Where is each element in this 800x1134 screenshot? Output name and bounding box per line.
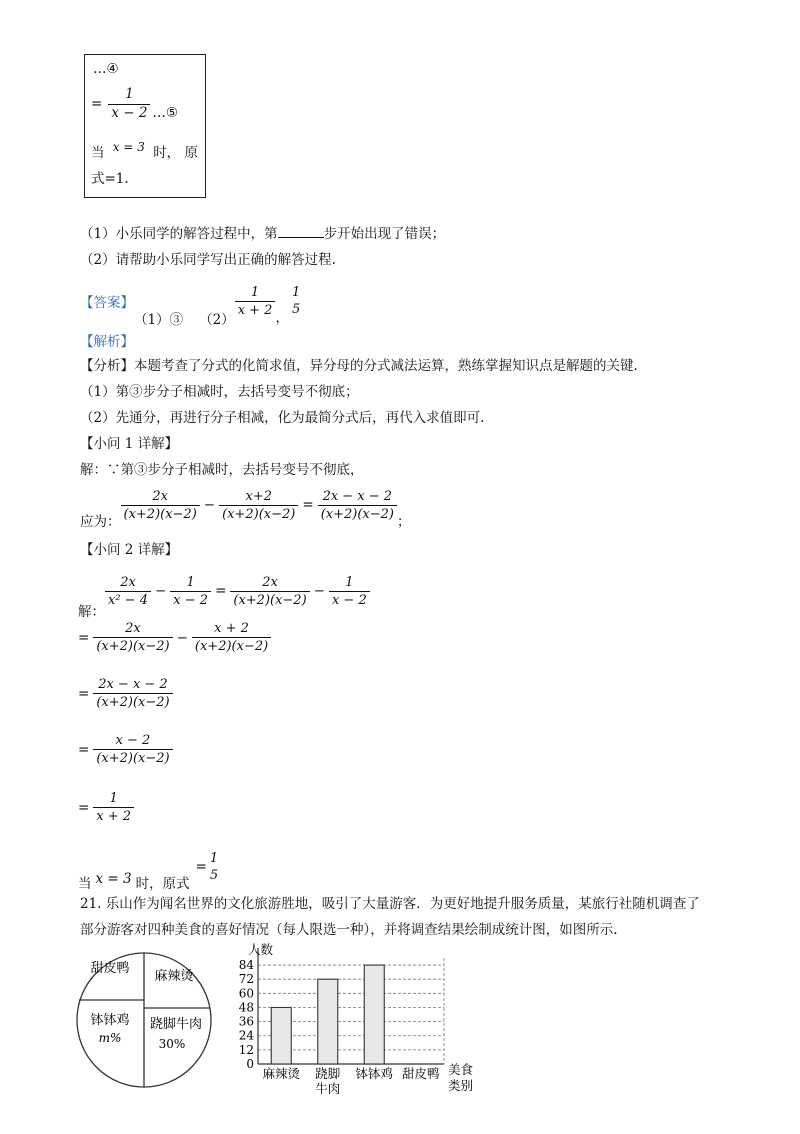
pie-value-bobji: m%: [98, 1031, 122, 1045]
q21-line-1: 21. 乐山作为闻名世界的文化旅游胜地，吸引了大量游客．为更好地提升服务质量，某旅行社随机调查了: [80, 896, 700, 912]
sub1-line: 解：∵第③步分子相减时，去括号变号不彻底，: [80, 462, 364, 478]
answer-fraction: $\frac{1}{x + 2}$: [235, 286, 276, 317]
bar-0: [271, 1007, 291, 1064]
fenxi-part-1: （1）第③步分子相减时，去括号变号不彻底；: [80, 384, 359, 400]
sub2-equation-3: = $\frac{2x - x - 2}{(x+2)(x-2)}$: [78, 678, 173, 709]
sub2-equation-4: = $\frac{x - 2}{(x+2)(x-2)}$: [78, 734, 173, 765]
bar-y-tick-label: 24: [238, 1028, 254, 1043]
bar-x-axis-label-2: 类别: [448, 1078, 474, 1093]
bar-y-tick-label: 36: [238, 1014, 254, 1029]
bar-x-tick-label: 跷脚: [315, 1066, 341, 1081]
bar-2: [364, 965, 384, 1064]
step-5-line: = $\frac{1}{x - 2}$ …⑤: [91, 86, 179, 121]
question-2: （2）请帮助小乐同学写出正确的解答过程.: [80, 252, 336, 268]
bar-x-tick-label: 麻辣烫: [262, 1066, 301, 1081]
fraction: $\frac{2x}{(x+2)(x-2)}$: [93, 622, 172, 653]
bar-y-tick-label: 12: [238, 1042, 254, 1057]
sub2-equation-2: = $\frac{2x}{(x+2)(x-2)}$ − $\frac{x + 2}{(x+2)(x-2)}$: [78, 622, 271, 653]
pie-chart: [70, 946, 218, 1092]
bar-y-axis-label: 人数: [248, 942, 274, 957]
sub1-equation: 应为： $\frac{2x}{(x+2)(x-2)}$ − $\frac{x+2}{(x+2)(x-2)}$ = $\frac{2x - x - 2}{(x+2)(x-2)}$ ；: [80, 488, 411, 530]
step-4-marker: …④: [93, 61, 119, 77]
bar-y-tick-label: 60: [238, 986, 254, 1001]
answer-tag: 【答案】: [80, 295, 134, 311]
answer-value: 1 5: [291, 285, 301, 317]
fraction: $\frac{x + 2}{(x+2)(x-2)}$: [192, 622, 271, 653]
fenxi-part-2: （2）先通分，再进行分子相减，化为最简分式后，再代入求值即可.: [80, 410, 485, 426]
pie-label-qiaojiaoniurou: 跷脚牛肉: [149, 1017, 203, 1032]
fraction: $\frac{2x}{(x+2)(x-2)}$: [230, 576, 309, 607]
fraction: $\frac{1}{x - 2}$: [170, 576, 211, 607]
fraction: $\frac{2x - x - 2}{(x+2)(x-2)}$: [93, 678, 172, 709]
bar-x-tick-label: 钵钵鸡: [355, 1066, 394, 1081]
question-1: （1）小乐同学的解答过程中，第 步开始出现了错误；: [80, 226, 446, 242]
sub2-final: 当 x = 3 时，原式 = 1 5: [78, 842, 221, 892]
step-5-fraction: $\frac{1}{x - 2}$: [108, 88, 150, 120]
bar-x-tick-label: 甜皮鸭: [401, 1066, 440, 1081]
pie-label-malatang: 麻辣烫: [154, 969, 194, 984]
fenxi-line: 【分析】本题考查了分式的化简求值，异分母的分式减法运算，熟练掌握知识点是解题的关键.: [80, 358, 638, 374]
fraction: $\frac{1}{x - 2}$: [329, 576, 370, 607]
bar-y-tick-label: 84: [238, 958, 254, 973]
bar-1: [318, 979, 338, 1064]
bar-y-tick-label: 48: [238, 1000, 254, 1015]
fraction: 1 5: [209, 851, 219, 883]
sub2-title: 【小问 2 详解】: [80, 542, 179, 558]
sub2-equation-5: = $\frac{1}{x + 2}$: [78, 792, 134, 823]
bar-y-tick-label: 72: [238, 972, 254, 987]
analysis-tag: 【解析】: [80, 334, 134, 350]
fraction: $\frac{x+2}{(x+2)(x-2)}$: [219, 490, 298, 521]
pie-label-bobji: 钵钵鸡: [90, 1013, 130, 1028]
bar-chart: [228, 940, 488, 1100]
fraction: $\frac{x - 2}{(x+2)(x-2)}$: [93, 734, 172, 765]
bar-x-axis-label-1: 美食: [448, 1062, 474, 1077]
bar-x-tick-label-line2: 牛肉: [315, 1081, 341, 1096]
pie-value-qiaojiaoniurou: 30%: [158, 1037, 186, 1051]
answer-blank: [278, 225, 324, 238]
box-line-substitute: 当 x = 3 时， 原: [91, 140, 198, 161]
fraction: $\frac{2x}{\text{x² − 4}}$: [105, 576, 151, 607]
pie-label-tianpiya: 甜皮鸭: [90, 961, 130, 976]
q21-line-2: 部分游客对四种美食的喜好情况（每人限选一种），并将调查结果绘制成统计图，如图所示.: [80, 922, 618, 938]
answer-line: 【答案】 （1）③ （2） $\frac{1}{x + 2}$ ， 1 5: [80, 274, 303, 328]
student-work-box: [84, 54, 206, 198]
sub2-equation-1: 解： $\frac{2x}{\text{x² − 4}}$ − $\frac{1}{x - 2}$ = $\frac{2x}{(x+2)(x-2)}$ − $\frac{1}{x - 2}$: [78, 562, 370, 620]
fraction: $\frac{1}{x + 2}$: [93, 792, 134, 823]
bar-y-tick-label: 0: [246, 1057, 254, 1071]
fraction: $\frac{2x - x - 2}{(x+2)(x-2)}$: [318, 490, 397, 521]
sub1-title: 【小问 1 详解】: [80, 436, 179, 452]
fraction: $\frac{2x}{(x+2)(x-2)}$: [121, 490, 200, 521]
box-line-result: 式=1.: [91, 171, 129, 187]
